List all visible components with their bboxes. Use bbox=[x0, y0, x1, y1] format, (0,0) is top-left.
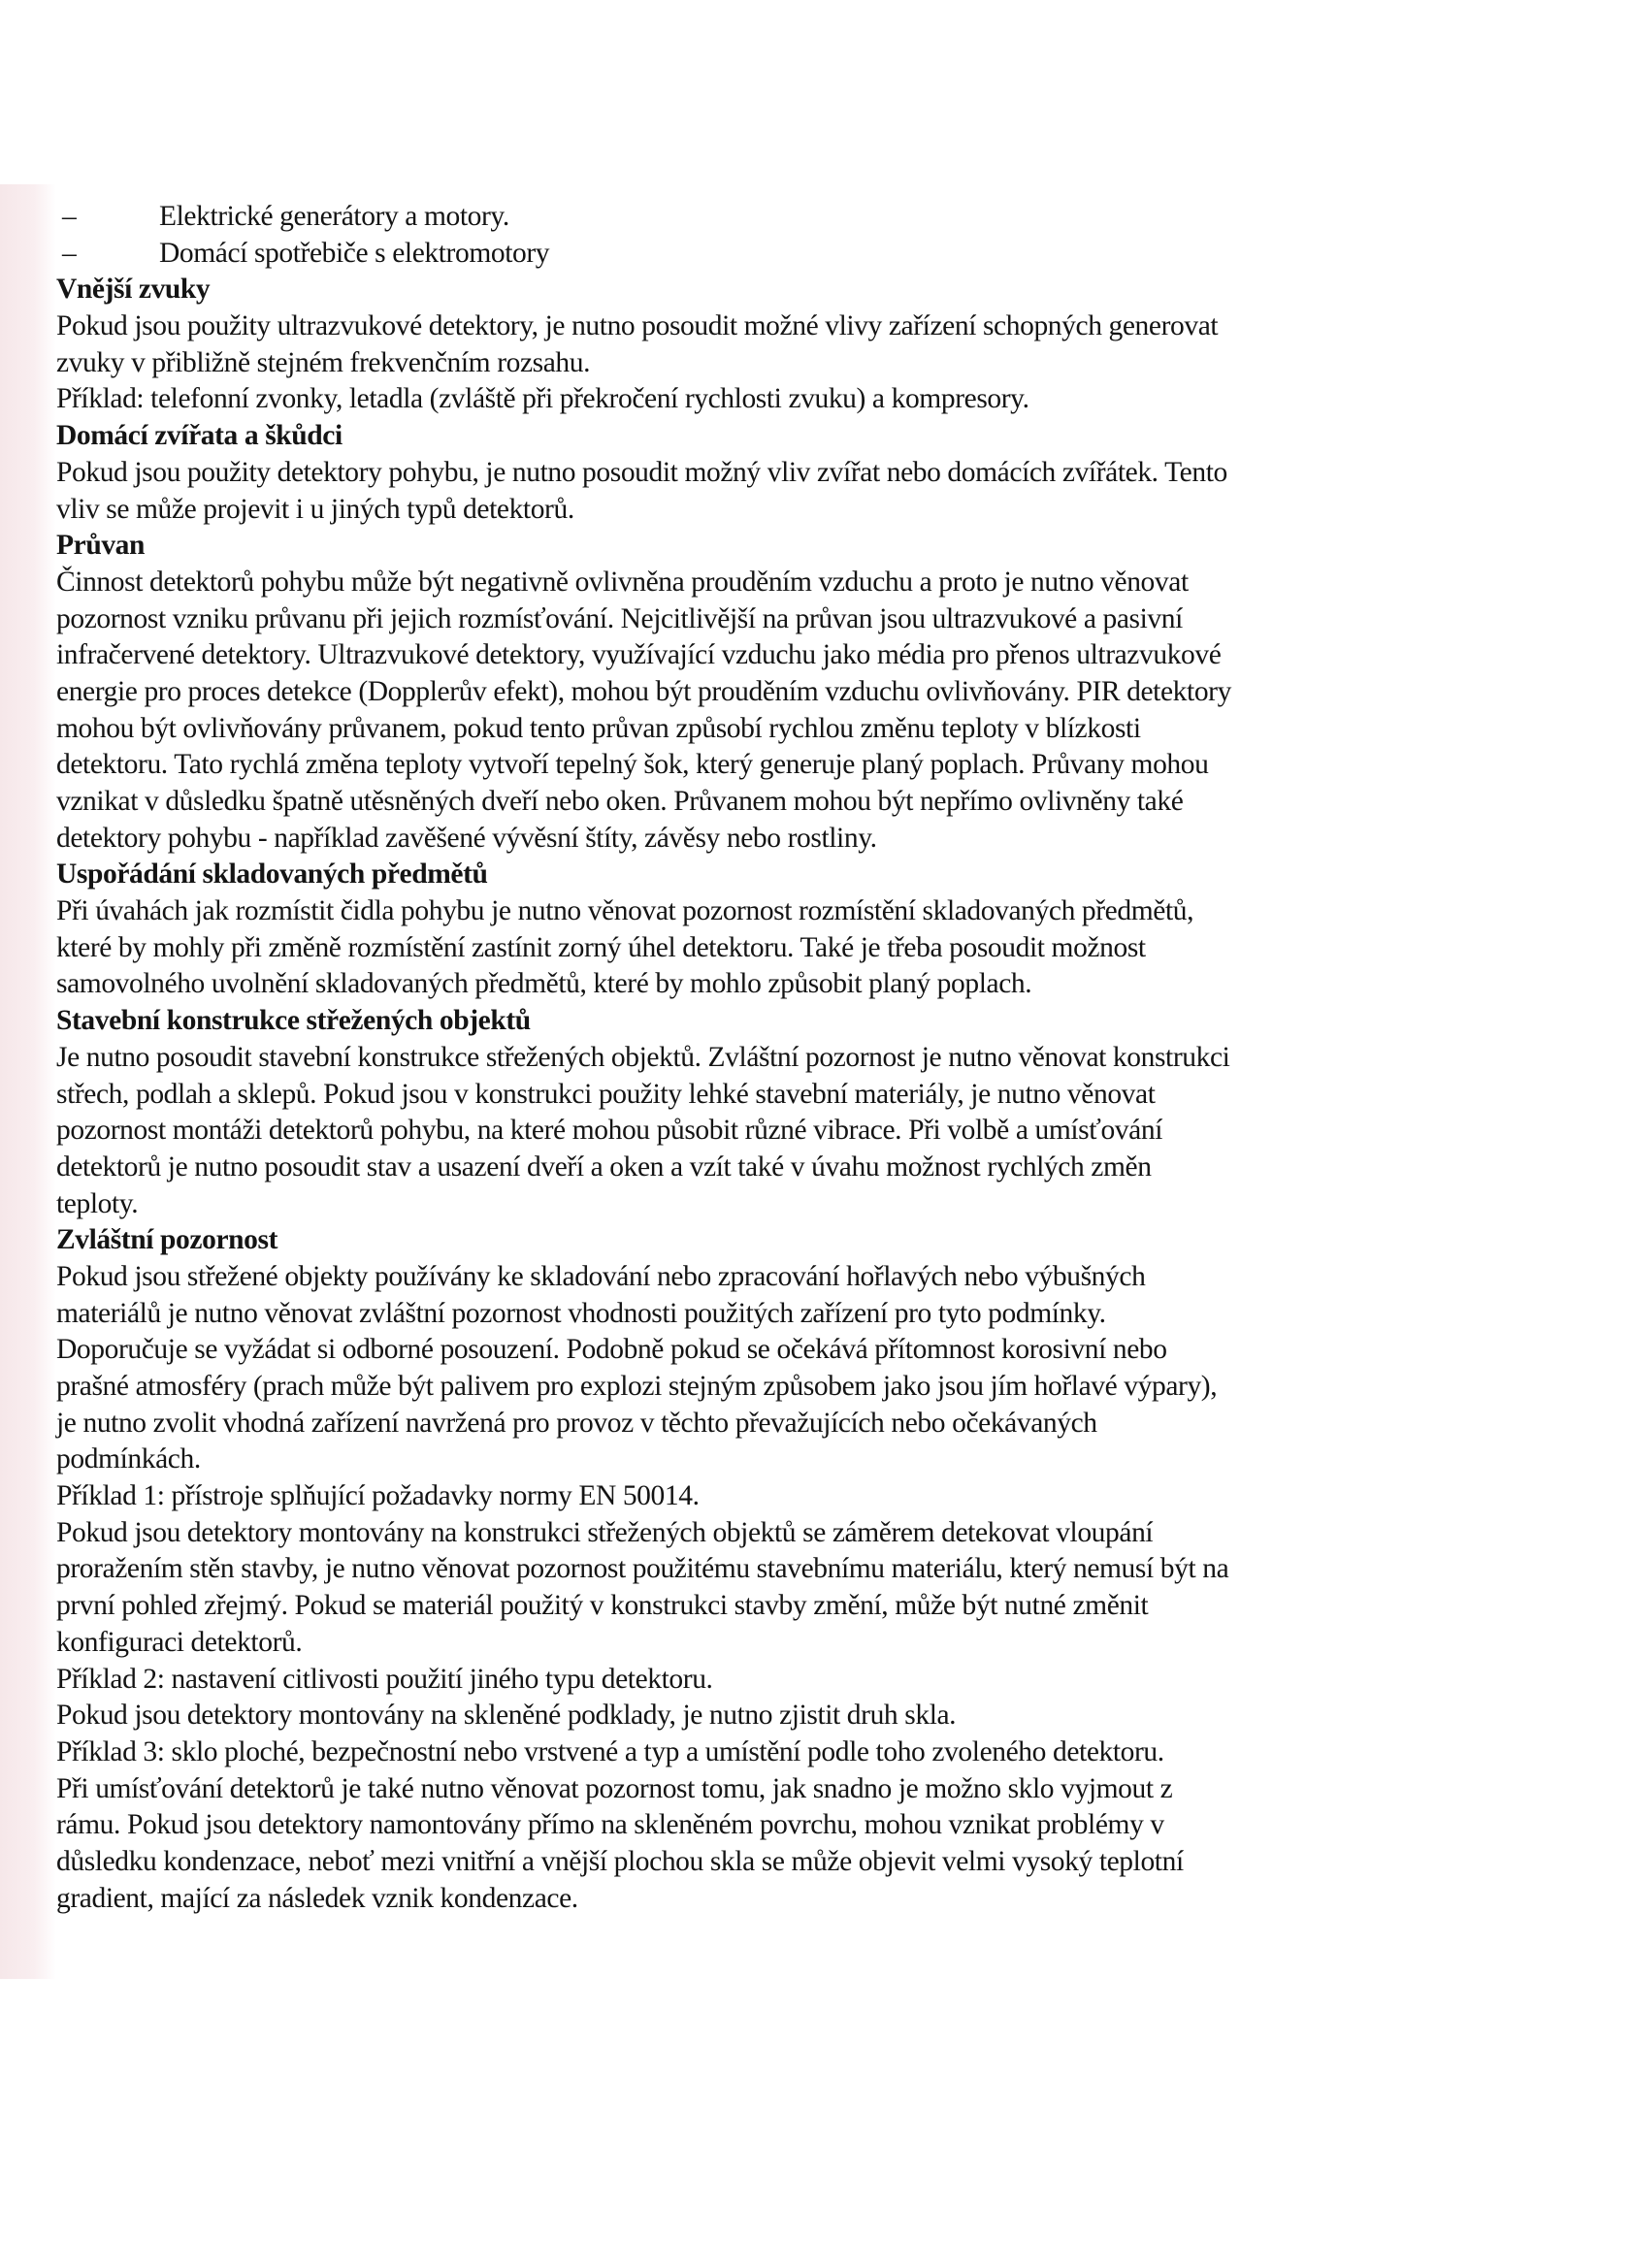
paragraph-line: které by mohly při změně rozmístění zastínit zorný úhel detektoru. Také je třeba posoudit možnost bbox=[56, 931, 1146, 963]
paragraph-line: gradient, mající za následek vznik kondenzace. bbox=[56, 1882, 578, 1914]
paragraph-line: prašné atmosféry (prach může být palivem pro explozi stejným způsobem jako jsou jím hořlavé výpary), bbox=[56, 1371, 1218, 1402]
paragraph-line: podmínkách. bbox=[56, 1443, 201, 1475]
paragraph-line: detektorů je nutno posoudit stav a usazení dveří a oken a vzít také v úvahu možnost rychlých změn bbox=[56, 1150, 1152, 1183]
paragraph-line: je nutno zvolit vhodná zařízení navržená pro provoz v těchto převažujících nebo očekávaných bbox=[56, 1407, 1097, 1439]
paragraph-line: Činnost detektorů pohybu může být negativně ovlivněna prouděním vzduchu a proto je nutno věnovat bbox=[56, 566, 1189, 598]
paragraph-line: Pokud jsou detektory montovány na konstrukci střežených objektů se záměrem detekovat vloupání bbox=[56, 1516, 1154, 1548]
paragraph-line: Při umísťování detektorů je také nutno věnovat pozornost tomu, jak snadno je možno sklo vyjmout z bbox=[56, 1772, 1173, 1804]
scan-edge-shadow bbox=[0, 184, 56, 1979]
paragraph-line: Pokud jsou detektory montovány na skleněné podklady, je nutno zjistit druh skla. bbox=[56, 1700, 957, 1732]
paragraph-line: samovolného uvolnění skladovaných předmětů, které by mohlo způsobit planý poplach. bbox=[56, 968, 1032, 1000]
bullet-text: Domácí spotřebiče s elektromotory bbox=[159, 237, 550, 269]
paragraph-line: zvuky v přibližně stejném frekvenčním rozsahu. bbox=[56, 346, 591, 378]
bullet-text: Elektrické generátory a motory. bbox=[159, 201, 509, 232]
paragraph-line: konfiguraci detektorů. bbox=[56, 1626, 303, 1658]
paragraph-line: detektoru. Tato rychlá změna teploty vytvoří tepelný šok, který generuje planý poplach. Průvany mohou bbox=[56, 749, 1209, 781]
paragraph-line: proražením stěn stavby, je nutno věnovat pozornost použitému stavebnímu materiálu, který nemusí být na bbox=[56, 1553, 1229, 1585]
paragraph-line: Pokud jsou střežené objekty používány ke skladování nebo zpracování hořlavých nebo výbušných bbox=[56, 1260, 1146, 1292]
paragraph-line: pozornost vzniku průvanu při jejich rozmísťování. Nejcitlivější na průvan jsou ultrazvukové a pasivní bbox=[56, 602, 1183, 634]
section-heading-stavebni-konstrukce: Stavební konstrukce střežených objektů bbox=[56, 1005, 531, 1037]
section-heading-pruvan: Průvan bbox=[56, 530, 146, 562]
document-body bbox=[56, 199, 1570, 1917]
paragraph-line: Doporučuje se vyžádat si odborné posouzení. Podobně pokud se očekává přítomnost korosivní nebo bbox=[56, 1334, 1167, 1366]
paragraph-line: důsledku kondenzace, neboť mezi vnitřní a vnější plochou skla se může objevit velmi vysoký teplotní bbox=[56, 1845, 1184, 1877]
paragraph-line: pozornost montáži detektorů pohybu, na které mohou působit různé vibrace. Při volbě a umísťování bbox=[56, 1115, 1163, 1147]
paragraph-line: rámu. Pokud jsou detektory namontovány přímo na skleněném povrchu, mohou vznikat problémy v bbox=[56, 1809, 1164, 1841]
bullet-dash: – bbox=[62, 201, 77, 232]
paragraph-line: Příklad: telefonní zvonky, letadla (zvláště při překročení rychlosti zvuku) a kompresory. bbox=[56, 383, 1029, 415]
paragraph-line: Pokud jsou použity detektory pohybu, je nutno posoudit možný vliv zvířat nebo domácích zvířátek. Tento bbox=[56, 456, 1227, 488]
paragraph-line: infračervené detektory. Ultrazvukové detektory, využívající vzduchu jako média pro přenos ultrazvukové bbox=[56, 639, 1222, 671]
section-heading-domaci-zvirata: Domácí zvířata a škůdci bbox=[56, 420, 343, 452]
paragraph-line: vliv se může projevit i u jiných typů detektorů. bbox=[56, 493, 574, 525]
paragraph-line: mohou být ovlivňovány průvanem, pokud tento průvan způsobí rychlou změnu teploty v blízkosti bbox=[56, 712, 1141, 744]
paragraph-line: první pohled zřejmý. Pokud se materiál použitý v konstrukci stavby změní, může být nutné změnit bbox=[56, 1590, 1149, 1622]
section-heading-usporadani: Uspořádání skladovaných předmětů bbox=[56, 859, 488, 891]
paragraph-line: střech, podlah a sklepů. Pokud jsou v konstrukci použity lehké stavební materiály, je nutno věnovat bbox=[56, 1078, 1156, 1110]
section-heading-vnejsi-zvuky: Vnější zvuky bbox=[56, 274, 211, 306]
paragraph-line: teploty. bbox=[56, 1187, 139, 1219]
paragraph-line: energie pro proces detekce (Dopplerův efekt), mohou být prouděním vzduchu ovlivňovány. PIR detektory bbox=[56, 675, 1231, 707]
section-heading-zvlastni-pozornost: Zvláštní pozornost bbox=[56, 1224, 278, 1256]
example-line: Příklad 1: přístroje splňující požadavky normy EN 50014. bbox=[56, 1480, 700, 1512]
paragraph-line: materiálů je nutno věnovat zvláštní pozornost vhodnosti použitých zařízení pro tyto podmínky. bbox=[56, 1297, 1106, 1329]
example-line: Příklad 3: sklo ploché, bezpečnostní nebo vrstvené a typ a umístění podle toho zvoleného detektoru. bbox=[56, 1735, 1164, 1767]
bullet-item bbox=[56, 236, 1570, 273]
example-line: Příklad 2: nastavení citlivosti použití jiného typu detektoru. bbox=[56, 1663, 713, 1695]
paragraph-line: detektory pohybu - například zavěšené vývěsní štíty, závěsy nebo rostliny. bbox=[56, 822, 877, 854]
bullet-dash: – bbox=[62, 237, 77, 269]
paragraph-line: Pokud jsou použity ultrazvukové detektory, je nutno posoudit možné vlivy zařízení schopných generovat bbox=[56, 310, 1219, 342]
paragraph-line: Je nutno posoudit stavební konstrukce střežených objektů. Zvláštní pozornost je nutno věnovat konstrukci bbox=[56, 1041, 1230, 1073]
paragraph-line: Při úvahách jak rozmístit čidla pohybu je nutno věnovat pozornost rozmístění skladovaných předmětů, bbox=[56, 895, 1194, 927]
bullet-item bbox=[56, 199, 1570, 236]
paragraph-line: vznikat v důsledku špatně utěsněných dveří nebo oken. Průvanem mohou být nepřímo ovlivněny také bbox=[56, 786, 1184, 817]
